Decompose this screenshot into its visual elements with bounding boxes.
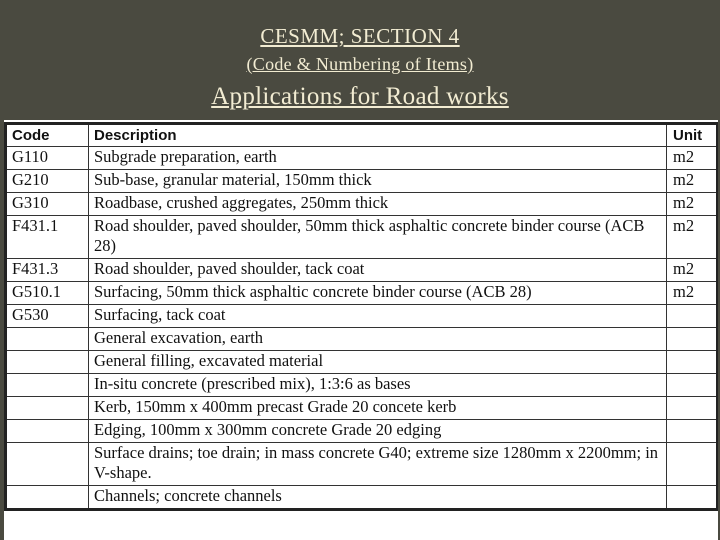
table-row <box>7 282 717 305</box>
title-line-section: CESMM; SECTION 4 <box>260 24 460 48</box>
items-table-container <box>4 120 718 540</box>
table-row <box>7 351 717 374</box>
cell-description: In-situ concrete (prescribed mix), 1:3:6 as bases <box>89 374 667 397</box>
table-row <box>7 328 717 351</box>
cell-description: Channels; concrete channels <box>89 486 667 509</box>
table-row <box>7 486 717 509</box>
table-row <box>7 397 717 420</box>
cell-code: G310 <box>7 193 89 216</box>
table-row <box>7 170 717 193</box>
cell-description: General excavation, earth <box>89 328 667 351</box>
cell-code <box>7 328 89 351</box>
title-line-applications: Applications for Road works <box>211 83 509 110</box>
cell-code <box>7 443 89 486</box>
cell-description: Surface drains; toe drain; in mass concrete G40; extreme size 1280mm x 2200mm; in V-shape. <box>89 443 667 486</box>
cell-unit <box>667 420 717 443</box>
cell-unit: m2 <box>667 147 717 170</box>
cell-unit <box>667 328 717 351</box>
cell-code <box>7 486 89 509</box>
cell-description: Surfacing, tack coat <box>89 305 667 328</box>
table-row <box>7 216 717 259</box>
column-header-unit: Unit <box>667 125 717 147</box>
cell-code: G210 <box>7 170 89 193</box>
table-row <box>7 420 717 443</box>
cell-description: Subgrade preparation, earth <box>89 147 667 170</box>
cell-unit: m2 <box>667 259 717 282</box>
table-row <box>7 374 717 397</box>
cell-code: G110 <box>7 147 89 170</box>
cell-unit <box>667 486 717 509</box>
table-row <box>7 147 717 170</box>
cell-description: Kerb, 150mm x 400mm precast Grade 20 concete kerb <box>89 397 667 420</box>
cell-description: Road shoulder, paved shoulder, 50mm thick asphaltic concrete binder course (ACB 28) <box>89 216 667 259</box>
cell-description: Surfacing, 50mm thick asphaltic concrete binder course (ACB 28) <box>89 282 667 305</box>
table-row <box>7 443 717 486</box>
cell-description: Edging, 100mm x 300mm concrete Grade 20 edging <box>89 420 667 443</box>
table-row <box>7 193 717 216</box>
cell-unit: m2 <box>667 193 717 216</box>
column-header-description: Description <box>89 125 667 147</box>
cell-code: G510.1 <box>7 282 89 305</box>
cell-code: G530 <box>7 305 89 328</box>
cell-code <box>7 374 89 397</box>
items-table <box>6 124 717 509</box>
cell-unit: m2 <box>667 282 717 305</box>
cell-code <box>7 420 89 443</box>
cell-code <box>7 397 89 420</box>
slide-header <box>0 0 720 118</box>
table-header-row <box>7 125 717 147</box>
cell-unit <box>667 397 717 420</box>
cell-code: F431.1 <box>7 216 89 259</box>
cell-code: F431.3 <box>7 259 89 282</box>
cell-code <box>7 351 89 374</box>
cell-description: Roadbase, crushed aggregates, 250mm thick <box>89 193 667 216</box>
cell-unit: m2 <box>667 170 717 193</box>
table-row <box>7 305 717 328</box>
cell-unit <box>667 351 717 374</box>
table-row <box>7 259 717 282</box>
cell-description: Road shoulder, paved shoulder, tack coat <box>89 259 667 282</box>
cell-unit <box>667 305 717 328</box>
cell-description: General filling, excavated material <box>89 351 667 374</box>
column-header-code: Code <box>7 125 89 147</box>
cell-unit: m2 <box>667 216 717 259</box>
cell-description: Sub-base, granular material, 150mm thick <box>89 170 667 193</box>
cell-unit <box>667 374 717 397</box>
cell-unit <box>667 443 717 486</box>
title-line-subtitle: (Code & Numbering of Items) <box>246 54 474 74</box>
